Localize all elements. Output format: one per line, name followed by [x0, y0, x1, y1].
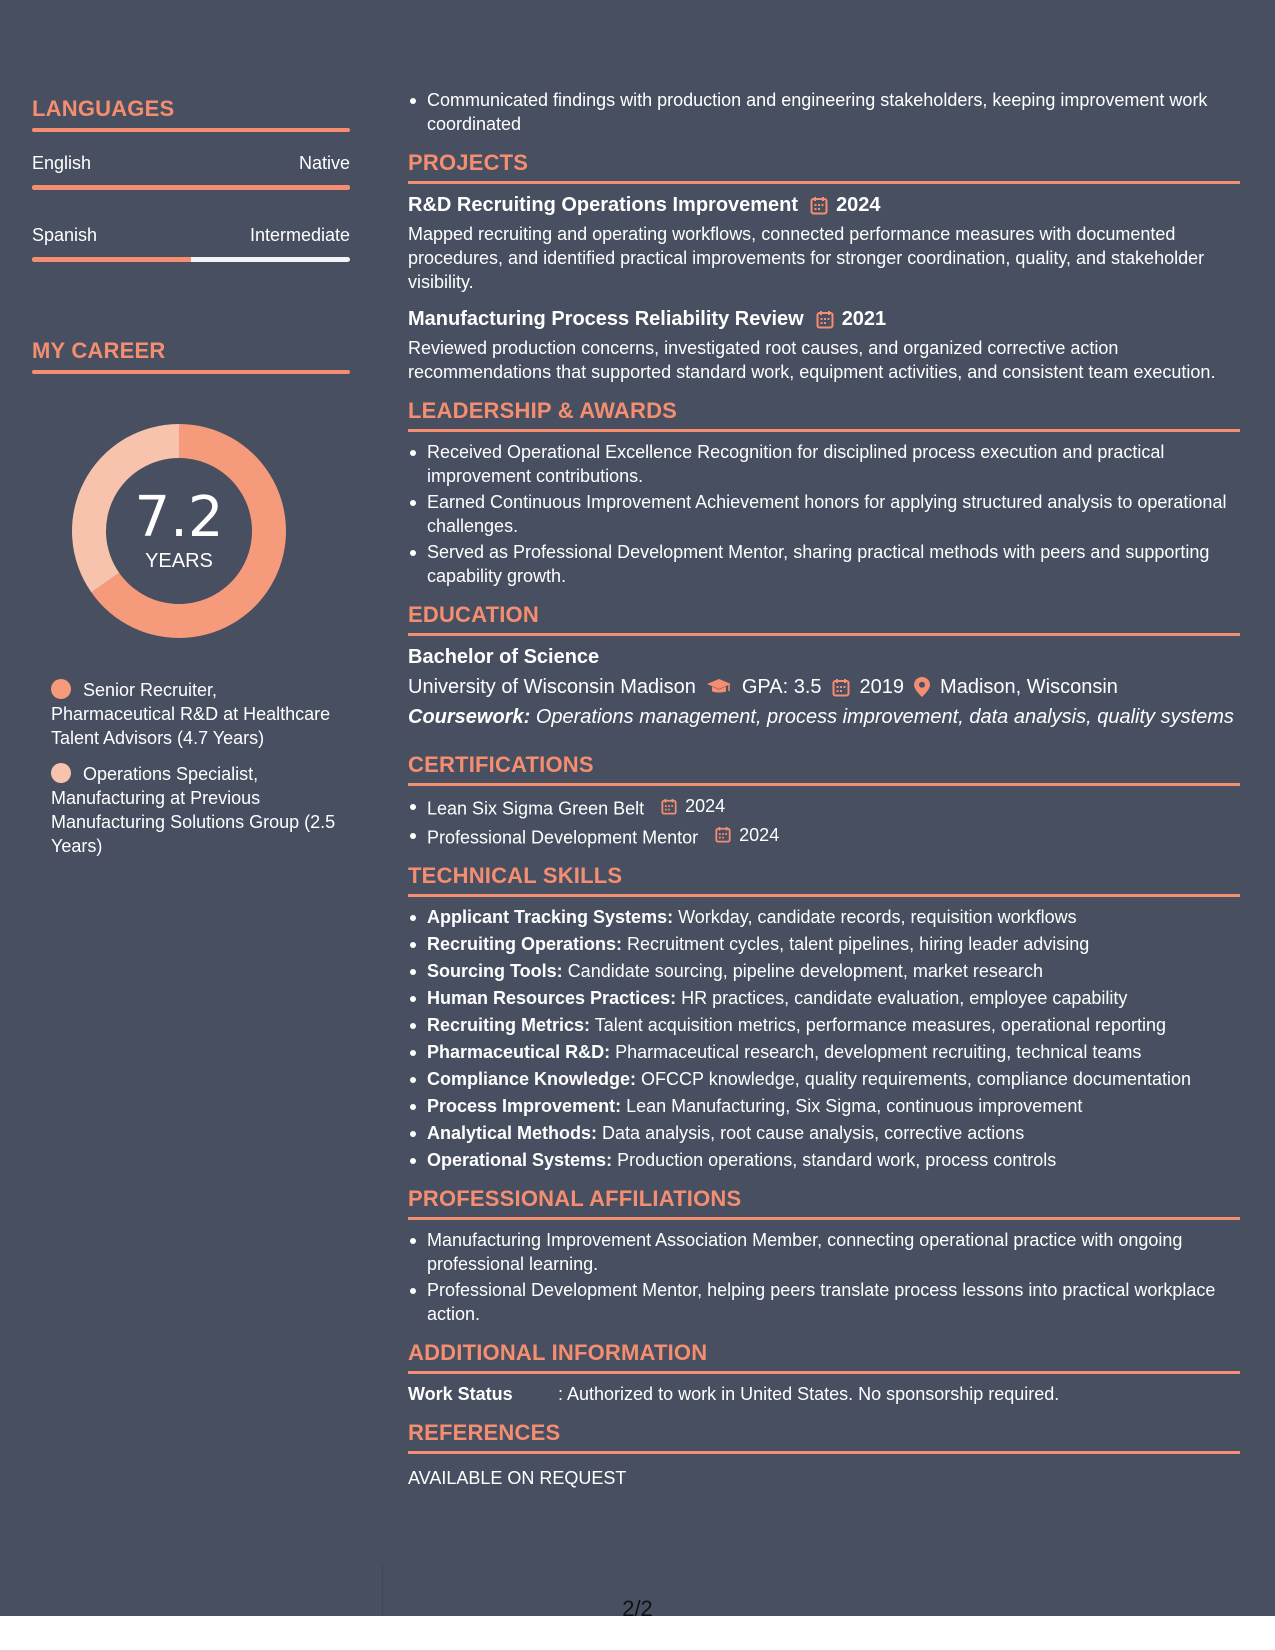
skill-label: Operational Systems: [427, 1150, 613, 1170]
education-rule [408, 633, 1240, 636]
language-bar-fill [32, 185, 350, 190]
skill-item [408, 1040, 1240, 1064]
education-location: Madison, Wisconsin [940, 676, 1118, 698]
coursework-label: Coursework: [408, 706, 531, 728]
language-english [32, 152, 350, 190]
skill-item [408, 1148, 1240, 1172]
work-status-value: : Authorized to work in United States. No sponsorship required. [558, 1384, 1060, 1404]
skill-item [408, 932, 1240, 956]
calendar-icon [661, 798, 677, 815]
skill-value: Pharmaceutical research, development recruiting, technical teams [615, 1042, 1142, 1062]
calendar-icon [810, 196, 828, 215]
career-title: MY CAREER [32, 338, 166, 363]
additional-title: ADDITIONAL INFORMATION [408, 1340, 708, 1365]
skill-value: Recruitment cycles, talent pipelines, hiring leader advising [627, 934, 1090, 954]
projects-rule [408, 181, 1240, 184]
work-status-row [408, 1382, 1240, 1406]
page-number: 2/2 [622, 1596, 653, 1621]
skill-item [408, 905, 1240, 929]
skill-item [408, 959, 1240, 983]
skill-label: Recruiting Metrics: [427, 1015, 591, 1035]
certification-year: 2024 [685, 796, 726, 816]
affiliation-item: Manufacturing Improvement Association Member, connecting operational practice with ongoing professional learning. [408, 1228, 1240, 1276]
legend-dot [51, 679, 71, 699]
right-column [408, 80, 1240, 1490]
project-item [408, 192, 1240, 294]
skill-value: Workday, candidate records, requisition workflows [678, 907, 1077, 927]
education-year: 2019 [859, 676, 905, 698]
education-gpa: GPA: 3.5 [741, 676, 822, 698]
education-coursework [408, 704, 1240, 730]
location-pin-icon [914, 677, 930, 697]
certifications-title: CERTIFICATIONS [408, 752, 594, 777]
skill-value: Production operations, standard work, process controls [617, 1150, 1057, 1170]
additional-rule [408, 1371, 1240, 1374]
project-description: Reviewed production concerns, investigated root causes, and organized corrective action recommendations that supported standard work, equipment activities, and consistent team execution. [408, 338, 1216, 382]
education-school: University of Wisconsin Madison [408, 676, 696, 698]
career-total-years: 7.2 [134, 485, 224, 550]
career-donut-chart [66, 418, 292, 644]
project-name: Manufacturing Process Reliability Review [408, 308, 804, 330]
skill-item [408, 1013, 1240, 1037]
calendar-icon [715, 826, 731, 843]
certification-name: Lean Six Sigma Green Belt [427, 798, 645, 819]
skill-value: Lean Manufacturing, Six Sigma, continuous improvement [626, 1096, 1083, 1116]
skill-value: Data analysis, root cause analysis, corrective actions [602, 1123, 1025, 1143]
legend-dot [51, 763, 71, 783]
legend-label: Senior Recruiter, Pharmaceutical R&D at Healthcare Talent Advisors (4.7 Years) [51, 680, 331, 748]
project-year: 2024 [836, 194, 881, 216]
affiliation-item: Professional Development Mentor, helping peers translate process lessons into practical workplace action. [408, 1278, 1240, 1326]
affiliations-rule [408, 1217, 1240, 1220]
skill-label: Compliance Knowledge: [427, 1069, 637, 1089]
certification-name: Professional Development Mentor [427, 827, 699, 847]
skill-label: Applicant Tracking Systems: [427, 907, 674, 927]
leadership-item: Received Operational Excellence Recognition for disciplined process execution and practical improvement contributions. [408, 440, 1240, 488]
experience-continued-list [408, 88, 1240, 136]
language-name: English [32, 153, 92, 173]
languages-rule [32, 128, 350, 132]
skills-title: TECHNICAL SKILLS [408, 863, 623, 888]
certification-year: 2024 [739, 824, 780, 845]
skill-value: HR practices, candidate evaluation, employee capability [681, 988, 1128, 1008]
language-spanish [32, 224, 350, 262]
skill-item [408, 986, 1240, 1010]
donut-center [66, 418, 292, 644]
language-bar [32, 257, 350, 262]
project-description: Mapped recruiting and operating workflows, connected performance measures with documented procedures, and identified practical improvements for stronger coordination, quality, and stakeholder visibility. [408, 224, 1205, 292]
project-year: 2021 [841, 308, 887, 330]
career-total-unit: YEARS [145, 550, 213, 572]
left-column [32, 96, 350, 870]
language-bar [32, 185, 350, 190]
legend-item [51, 678, 341, 750]
skill-label: Sourcing Tools: [427, 961, 563, 981]
skill-label: Pharmaceutical R&D: [427, 1042, 611, 1062]
leadership-list [408, 440, 1240, 588]
language-bar-fill [32, 257, 191, 262]
references-title: REFERENCES [408, 1420, 561, 1445]
leadership-item: Served as Professional Development Mentor, sharing practical methods with peers and supporting capability growth. [408, 540, 1240, 588]
legend-label: Operations Specialist, Manufacturing at Previous Manufacturing Solutions Group (2.5 Years) [51, 764, 336, 856]
certifications-rule [408, 783, 1240, 786]
certification-item [408, 823, 1240, 850]
languages-title: LANGUAGES [32, 96, 175, 121]
leadership-item: Earned Continuous Improvement Achievement honors for applying structured analysis to operational challenges. [408, 490, 1240, 538]
skill-item [408, 1094, 1240, 1118]
certification-item [408, 794, 1240, 821]
language-level: Native [298, 153, 350, 173]
references-text: AVAILABLE ON REQUEST [408, 1468, 627, 1488]
skill-value: OFCCP knowledge, quality requirements, compliance documentation [641, 1069, 1191, 1089]
skills-list [408, 905, 1240, 1172]
career-rule [32, 370, 350, 374]
education-title: EDUCATION [408, 602, 539, 627]
skill-value: Talent acquisition metrics, performance measures, operational reporting [594, 1015, 1166, 1035]
calendar-icon [832, 678, 850, 697]
graduation-cap-icon [706, 678, 732, 696]
skills-rule [408, 894, 1240, 897]
coursework-text: Operations management, process improvement, data analysis, quality systems [535, 706, 1234, 728]
projects-title: PROJECTS [408, 150, 529, 175]
project-name: R&D Recruiting Operations Improvement [408, 194, 799, 216]
certifications-list [408, 794, 1240, 849]
leadership-rule [408, 429, 1240, 432]
language-level: Intermediate [249, 225, 350, 245]
education-degree: Bachelor of Science [408, 646, 600, 668]
career-legend [51, 678, 341, 858]
skill-value: Candidate sourcing, pipeline development, market research [567, 961, 1043, 981]
work-status-label: Work Status [408, 1384, 513, 1404]
affiliations-title: PROFESSIONAL AFFILIATIONS [408, 1186, 742, 1211]
experience-bullet: Communicated findings with production and engineering stakeholders, keeping improvement work coordinated [408, 88, 1240, 136]
skill-label: Analytical Methods: [427, 1123, 598, 1143]
references-rule [408, 1451, 1240, 1454]
project-item [408, 306, 1240, 384]
skill-item [408, 1121, 1240, 1145]
leadership-title: LEADERSHIP & AWARDS [408, 398, 678, 423]
calendar-icon [816, 310, 834, 329]
skill-label: Recruiting Operations: [427, 934, 623, 954]
skill-label: Human Resources Practices: [427, 988, 677, 1008]
skill-item [408, 1067, 1240, 1091]
education-meta [408, 674, 1240, 700]
affiliations-list [408, 1228, 1240, 1326]
legend-item [51, 762, 341, 858]
language-name: Spanish [32, 225, 98, 245]
skill-label: Process Improvement: [427, 1096, 622, 1116]
